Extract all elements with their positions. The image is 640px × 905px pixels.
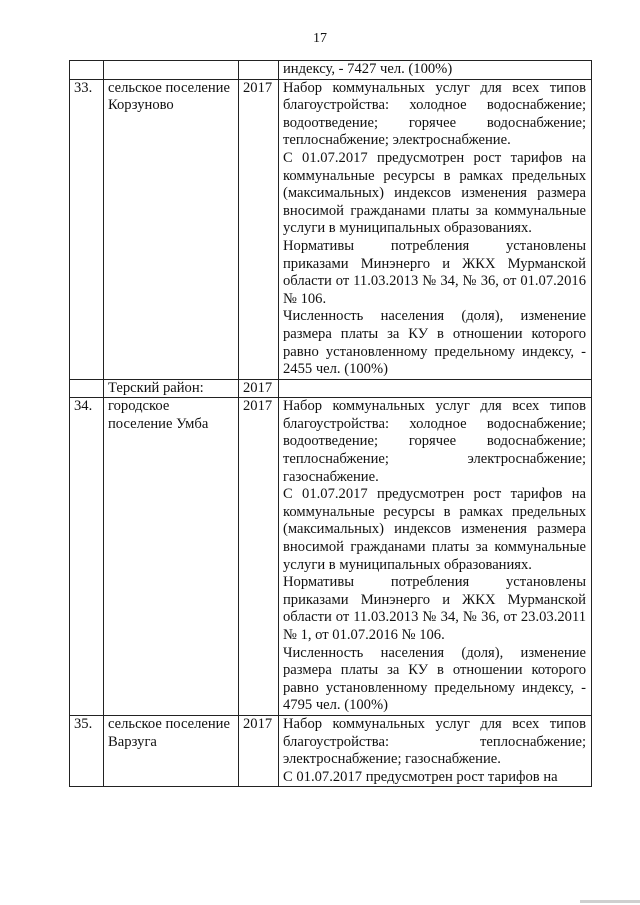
year-cell: 2017: [239, 379, 279, 398]
year-cell: [239, 61, 279, 80]
description-paragraph: Нормативы потребления установлены приказами Минэнерго и ЖКХ Мурманской области от 11.03.2013 № 34, № 36, от 23.03.2011 № 1, от 01.07.2016 № 106.: [283, 574, 586, 643]
description-paragraph: Численность населения (доля), изменение размера платы за КУ в отношении которого равно установленному предельному индексу, - 2455 чел. (100%): [283, 308, 586, 378]
row-number-cell: 35.: [70, 715, 104, 786]
row-number-cell: [70, 379, 104, 398]
description-cell: [279, 715, 592, 786]
municipal-services-table: [69, 60, 592, 787]
description-paragraph: Набор коммунальных услуг для всех типов благоустройства: холодное водоснабжение; водоотведение; горячее водоснабжение; теплоснабжение; электроснабжение; газоснабжение.: [283, 398, 586, 485]
description-paragraph: индексу, - 7427 чел. (100%): [283, 61, 453, 77]
row-number-cell: 33.: [70, 79, 104, 379]
year-cell: 2017: [239, 398, 279, 716]
description-cell: [279, 398, 592, 716]
description-paragraph: Набор коммунальных услуг для всех типов благоустройства: холодное водоснабжение; водоотведение; горячее водоснабжение; теплоснабжение; электроснабжение.: [283, 79, 586, 149]
year-cell: 2017: [239, 79, 279, 379]
table-row: [70, 61, 592, 80]
description-paragraph: Нормативы потребления установлены приказами Минэнерго и ЖКХ Мурманской области от 11.03.2013 № 34, № 36, от 01.07.2016 № 106.: [283, 237, 586, 307]
district-name-cell: Терский район:: [104, 379, 239, 398]
description-paragraph: С 01.07.2017 предусмотрен рост тарифов на коммунальные ресурсы в рамках предельных (максимальных) индексов изменения размера вносимой гражданами платы за коммунальные услуги в муниципальных образованиях.: [283, 486, 586, 573]
row-number-cell: 34.: [70, 398, 104, 716]
scan-edge-mark: [580, 900, 640, 903]
settlement-name-cell: сельское поселение Варзуга: [104, 715, 239, 786]
description-paragraph: Набор коммунальных услуг для всех типов благоустройства: теплоснабжение; электроснабжение; газоснабжение.: [283, 715, 586, 768]
description-paragraph: Численность населения (доля), изменение размера платы за КУ в отношении которого равно установленному предельному индексу, - 4795 чел. (100%): [283, 644, 586, 714]
page-number: 17: [313, 31, 327, 46]
description-paragraph: С 01.07.2017 предусмотрен рост тарифов на: [283, 768, 558, 785]
description-cell: [279, 379, 592, 398]
settlement-name-cell: сельское поселение Корзуново: [104, 79, 239, 379]
table-row: [70, 79, 592, 379]
table-row: [70, 398, 592, 716]
settlement-name-cell: городское поселение Умба: [104, 398, 239, 716]
settlement-name-cell: [104, 61, 239, 80]
description-cell: [279, 79, 592, 379]
description-cell: [279, 61, 592, 80]
table-row: [70, 379, 592, 398]
table-row: [70, 715, 592, 786]
row-number-cell: [70, 61, 104, 80]
description-paragraph: С 01.07.2017 предусмотрен рост тарифов на коммунальные ресурсы в рамках предельных (максимальных) индексов изменения размера вносимой гражданами платы за коммунальные услуги в муниципальных образованиях.: [283, 149, 586, 237]
year-cell: 2017: [239, 715, 279, 786]
